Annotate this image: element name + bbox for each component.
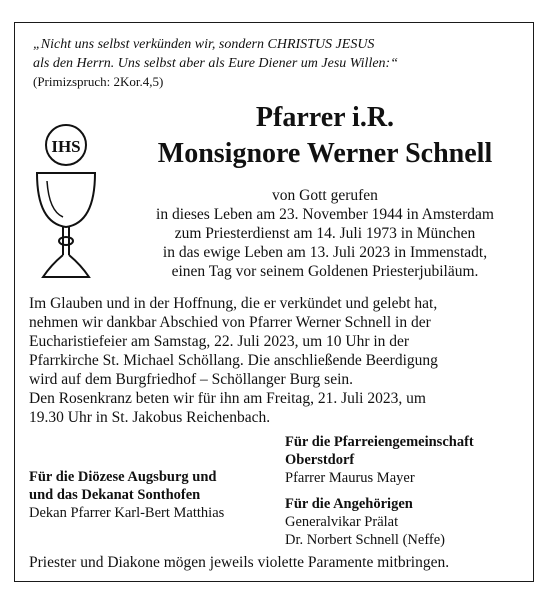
ihs-monogram: IHS [51,137,81,156]
chalice-icon [33,115,99,283]
signature-heading: Für die Angehörigen [285,496,413,512]
funeral-announcement [29,294,438,427]
title-office: Pfarrer i.R. [255,102,395,133]
quote-line: als den Herrn. Uns selbst aber als Eure Diener um Jesu Willen:“ [33,56,398,71]
quote-reference: (Primizspruch: 2Kor.4,5) [33,74,164,89]
life-line: einen Tag vor seinem Goldenen Priesterjubiläum. [171,263,479,280]
title-name: Monsignore Werner Schnell [157,138,493,169]
announcement-line: Den Rosenkranz beten wir für ihn am Freitag, 21. Juli 2023, um [29,390,426,407]
signature-name: Dr. Norbert Schnell (Neffe) [285,532,445,548]
announcement-line: nehmen wir dankbar Abschied von Pfarrer Werner Schnell in der [29,314,431,331]
announcement-line: wird auf dem Burgfriedhof – Schöllanger Burg sein. [29,371,354,388]
signature-name: Generalvikar Prälat [285,514,399,530]
signature-name: Pfarrer Maurus Mayer [285,470,415,486]
announcement-line: Eucharistiefeier am Samstag, 22. Juli 2023, um 10 Uhr in der [29,333,410,350]
signature-heading: Oberstdorf [285,452,355,468]
life-line: von Gott gerufen [272,187,378,204]
bible-quote [33,35,398,73]
signature-relatives [285,495,445,549]
life-line: in das ewige Leben am 13. Juli 2023 in Immenstadt, [162,244,488,261]
signature-parish [285,433,474,487]
life-dates [115,186,535,281]
signature-heading: Für die Diözese Augsburg und [29,469,217,485]
life-line: in dieses Leben am 23. November 1944 in Amsterdam [156,206,494,223]
announcement-line: Pfarrkirche St. Michael Schöllang. Die anschließende Beerdigung [29,352,438,369]
obituary-card [14,22,534,582]
announcement-line: Im Glauben und in der Hoffnung, die er verkündet und gelebt hat, [29,295,438,312]
footer-note: Priester und Diakone mögen jeweils violette Paramente mitbringen. [29,554,450,571]
signature-name: Dekan Pfarrer Karl-Bert Matthias [29,505,225,521]
signature-heading: und das Dekanat Sonthofen [29,487,201,503]
life-line: zum Priesterdienst am 14. Juli 1973 in München [174,225,476,242]
signature-heading: Für die Pfarreiengemeinschaft [285,434,474,450]
announcement-line: 19.30 Uhr in St. Jakobus Reichenbach. [29,409,271,426]
signature-diocese [29,468,224,522]
quote-line: „Nicht uns selbst verkünden wir, sondern CHRISTUS JESUS [33,37,375,52]
